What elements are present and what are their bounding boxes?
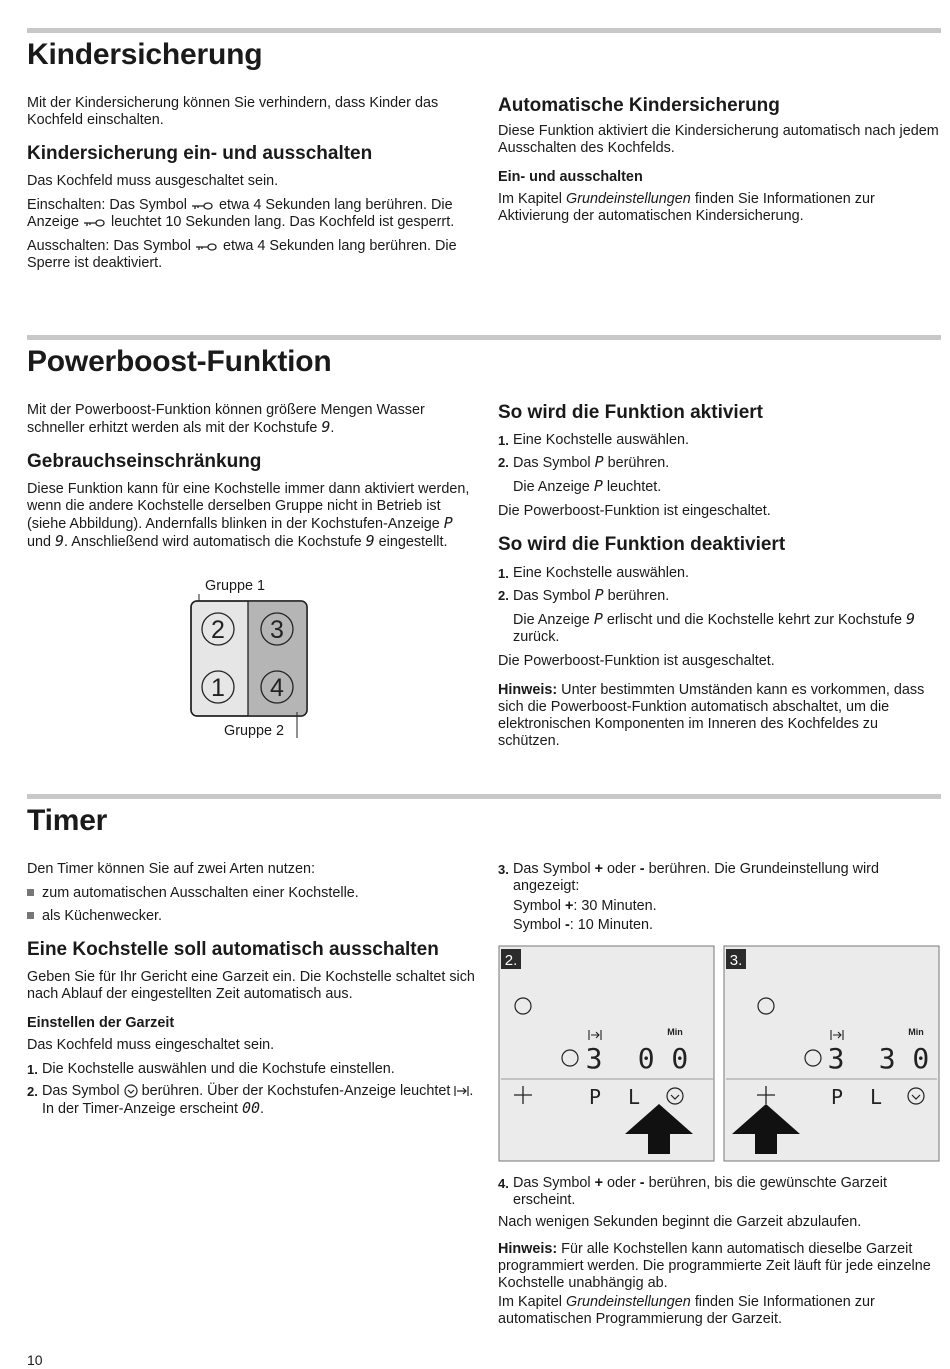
powerboost-p-symbol: P bbox=[594, 453, 604, 472]
zone-2-label: 2 bbox=[211, 616, 225, 644]
step3-plus-default: Symbol +: 30 Minuten. bbox=[513, 897, 657, 914]
auto-kindersicherung-heading: Automatische Kindersicherung bbox=[498, 95, 780, 116]
section-title-powerboost: Powerboost-Funktion bbox=[27, 345, 332, 378]
cooktop-groups-diagram bbox=[180, 570, 330, 745]
timer-control-panels bbox=[497, 944, 943, 1164]
level-9-symbol: 9 bbox=[365, 532, 375, 551]
activate-heading: So wird die Funktion aktiviert bbox=[498, 402, 763, 423]
timer-right-column-lower bbox=[498, 1175, 940, 1335]
powerboost-p-symbol: P bbox=[594, 585, 604, 604]
deactivate-steps bbox=[498, 565, 940, 605]
timer-clock-icon bbox=[124, 1084, 138, 1098]
list-item: 2. Das Symbol P berühren. bbox=[498, 453, 670, 472]
timer-note: Hinweis: Für alle Kochstellen kann automatisch dieselbe Garzeit programmiert werden. Die programmierte Zeit läuft für jede einzelne Kochstelle unabhängig ab. bbox=[498, 1240, 931, 1291]
list-item: 3. Das Symbol + oder - berühren. Die Grundeinstellung wird angezeigt: bbox=[498, 861, 879, 894]
powerboost-p-symbol: P bbox=[593, 477, 603, 496]
deactivate-indent: Die Anzeige P erlischt und die Kochstelle kehrt zur Kochstufe 9 zurück. bbox=[513, 609, 916, 645]
list-item: zum automatischen Ausschalten einer Kochstelle. bbox=[27, 885, 477, 902]
level-9-symbol: 9 bbox=[321, 417, 331, 436]
garzeit-heading: Einstellen der Garzeit bbox=[27, 1015, 175, 1032]
gebrauchseinschraenkung-text: Diese Funktion kann für eine Kochstelle immer dann aktiviert werden, wenn die andere Kochstelle derselben Gruppe nicht in Betrieb ist (siehe Abbildung). Andernfalls blinken in der Kochstufen-Anzeige P und 9. Anschließend wird automatisch die Kochstufe 9 eingestellt. bbox=[27, 481, 470, 551]
control-panel-step-3 bbox=[724, 946, 939, 1161]
timer-after-text: Nach wenigen Sekunden beginnt die Garzeit abzulaufen. bbox=[498, 1213, 862, 1230]
powerboost-p-label: P bbox=[588, 1085, 602, 1109]
level-display: 3 bbox=[827, 1042, 845, 1075]
lock-l-label: L bbox=[869, 1085, 883, 1109]
group-1-label: Gruppe 1 bbox=[205, 578, 266, 594]
powerboost-intro: Mit der Powerboost-Funktion können größere Mengen Wasser schneller erhitzt werden als mit der Kochstufe 9. bbox=[27, 402, 425, 436]
step3-minus-default: Symbol -: 10 Minuten. bbox=[513, 916, 653, 933]
key-lock-icon bbox=[83, 218, 107, 228]
bullet-square-icon bbox=[27, 889, 34, 896]
min-label: Min bbox=[908, 1027, 924, 1037]
kindersicherung-p3: Ausschalten: Das Symbol etwa 4 Sekunden lang berühren. Die Sperre ist deaktiviert. bbox=[27, 238, 457, 272]
level-display: 3 bbox=[585, 1042, 603, 1075]
garzeit-precondition: Das Kochfeld muss eingeschaltet sein. bbox=[27, 1037, 275, 1054]
section-title-kindersicherung: Kindersicherung bbox=[27, 38, 263, 71]
auto-kindersicherung-text2: Im Kapitel Grundeinstellungen finden Sie Informationen zur Aktivierung der automatischen Kindersicherung. bbox=[498, 191, 875, 225]
timer-00-symbol: 00 bbox=[241, 1099, 261, 1118]
key-lock-icon bbox=[195, 242, 219, 252]
kindersicherung-sub-heading: Kindersicherung ein- und ausschalten bbox=[27, 142, 373, 164]
kindersicherung-p2: Einschalten: Das Symbol etwa 4 Sekunden lang berühren. Die Anzeige leuchtet 10 Sekunden lang. Das Kochfeld ist gesperrt. bbox=[27, 197, 455, 231]
timer-display: 3 0 bbox=[878, 1042, 930, 1075]
powerboost-p-symbol: P bbox=[443, 514, 453, 533]
section-divider bbox=[27, 794, 941, 799]
activate-steps bbox=[498, 432, 940, 472]
timer-bullets bbox=[27, 885, 477, 925]
activate-result: Die Powerboost-Funktion ist eingeschaltet. bbox=[498, 503, 771, 520]
list-item: 1. Eine Kochstelle auswählen. bbox=[498, 564, 689, 581]
powerboost-p-symbol: P bbox=[593, 609, 603, 628]
list-item: 1. Die Kochstelle auswählen und die Kochstufe einstellen. bbox=[27, 1061, 395, 1078]
list-item: als Küchenwecker. bbox=[27, 908, 477, 925]
bullet-square-icon bbox=[27, 912, 34, 919]
list-item: 4. Das Symbol + oder - berühren, bis die gewünschte Garzeit erscheint. bbox=[498, 1175, 887, 1208]
timer-left-column bbox=[27, 861, 477, 1124]
control-panel-step-2 bbox=[499, 946, 714, 1161]
deactivate-result: Die Powerboost-Funktion ist ausgeschaltet. bbox=[498, 652, 775, 669]
activate-indent: Die Anzeige P leuchtet. bbox=[513, 477, 662, 496]
timer-display: 0 0 bbox=[637, 1042, 689, 1075]
timer-steps-left bbox=[27, 1061, 477, 1118]
timer-right-column bbox=[498, 861, 940, 941]
powerboost-right-column bbox=[498, 402, 940, 757]
kindersicherung-intro: Mit der Kindersicherung können Sie verhindern, dass Kinder das Kochfeld einschalten. bbox=[27, 95, 439, 128]
gebrauchseinschraenkung-heading: Gebrauchseinschränkung bbox=[27, 450, 262, 472]
section-divider bbox=[27, 28, 941, 33]
section-divider bbox=[27, 335, 941, 340]
kindersicherung-p1: Das Kochfeld muss ausgeschaltet sein. bbox=[27, 173, 279, 190]
timer-auto-text: Geben Sie für Ihr Gericht eine Garzeit ein. Die Kochstelle schaltet sich nach Ablauf der eingestellten Zeit automatisch aus. bbox=[27, 969, 475, 1003]
timer-arrow-to-bar-icon bbox=[454, 1084, 469, 1098]
kindersicherung-right-column bbox=[498, 95, 940, 232]
zone-4-label: 4 bbox=[270, 674, 284, 702]
min-label: Min bbox=[667, 1027, 683, 1037]
step-badge-label: 2. bbox=[504, 952, 518, 969]
timer-auto-heading: Eine Kochstelle soll automatisch ausschalten bbox=[27, 938, 439, 960]
zone-1-label: 1 bbox=[211, 674, 225, 702]
powerboost-note: Hinweis: Unter bestimmten Umständen kann es vorkommen, dass sich die Powerboost-Funktion automatisch abschaltet, um die elektronischen Komponenten im Inneren des Kochfeldes zu schützen. bbox=[498, 681, 925, 749]
powerboost-left-column bbox=[27, 402, 477, 558]
auto-kindersicherung-sub: Ein- und ausschalten bbox=[498, 169, 643, 186]
deactivate-heading: So wird die Funktion deaktiviert bbox=[498, 534, 786, 556]
timer-final-text: Im Kapitel Grundeinstellungen finden Sie Informationen zur automatischen Programmierung der Garzeit. bbox=[498, 1293, 875, 1327]
page-number: 10 bbox=[27, 1352, 43, 1368]
level-9-symbol: 9 bbox=[906, 609, 916, 628]
step-badge-label: 3. bbox=[729, 952, 743, 969]
auto-kindersicherung-text: Diese Funktion aktiviert die Kindersicherung automatisch nach jedem Ausschalten des Kochfelds. bbox=[498, 123, 939, 157]
list-item: 2. Das Symbol P berühren. bbox=[498, 585, 670, 604]
timer-intro: Den Timer können Sie auf zwei Arten nutzen: bbox=[27, 861, 315, 877]
zone-3-label: 3 bbox=[270, 616, 284, 644]
group-2-label: Gruppe 2 bbox=[224, 723, 285, 739]
key-lock-icon bbox=[191, 201, 215, 211]
kindersicherung-left-column bbox=[27, 95, 477, 279]
lock-l-label: L bbox=[627, 1085, 641, 1109]
level-9-symbol: 9 bbox=[55, 532, 65, 551]
list-item: 1. Eine Kochstelle auswählen. bbox=[498, 432, 689, 449]
section-title-timer: Timer bbox=[27, 804, 108, 837]
list-item: 2. Das Symbol berühren. Über der Kochstufen-Anzeige leuchtet . In der Timer-Anzeige erscheint 00. bbox=[27, 1083, 474, 1118]
powerboost-p-label: P bbox=[830, 1085, 844, 1109]
